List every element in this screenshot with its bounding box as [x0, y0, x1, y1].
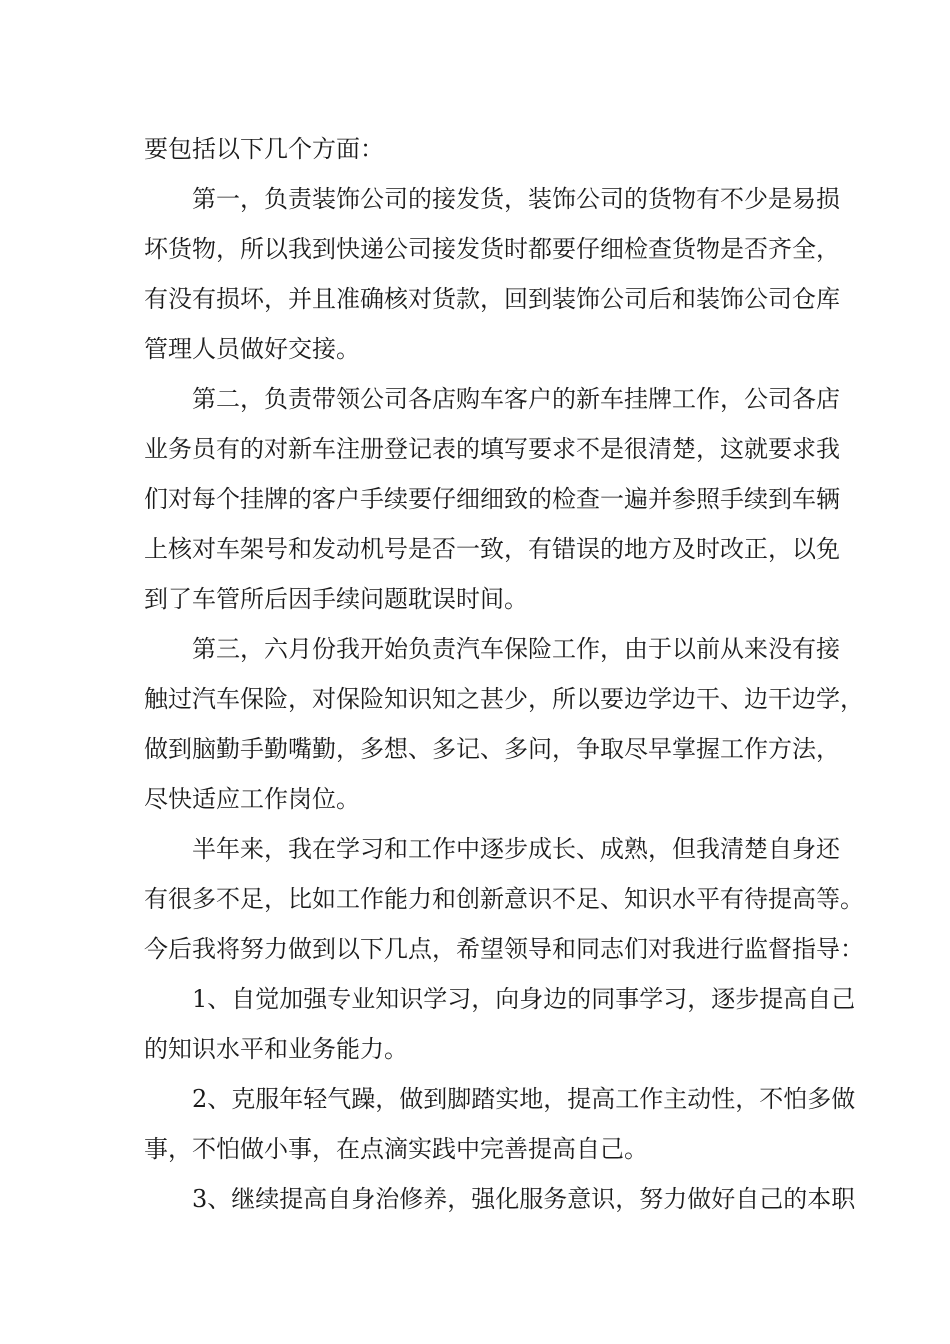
text-line-17: 今后我将努力做到以下几点，希望领导和同志们对我进行监督指导：	[144, 935, 864, 963]
text-line-19: 的知识水平和业务能力。	[144, 1035, 408, 1063]
text-line-16: 有很多不足，比如工作能力和创新意识不足、知识水平有待提高等。	[144, 885, 864, 913]
text-line-1: 要包括以下几个方面：	[144, 135, 384, 163]
text-line-20: 2、克服年轻气躁，做到脚踏实地，提高工作主动性，不怕多做	[192, 1085, 856, 1113]
text-line-6: 第二，负责带领公司各店购车客户的新车挂牌工作，公司各店	[192, 385, 840, 413]
text-line-7: 业务员有的对新车注册登记表的填写要求不是很清楚，这就要求我	[144, 435, 840, 463]
text-line-15: 半年来，我在学习和工作中逐步成长、成熟，但我清楚自身还	[192, 835, 840, 863]
text-line-4: 有没有损坏，并且准确核对货款，回到装饰公司后和装饰公司仓库	[144, 285, 840, 313]
text-line-18: 1、自觉加强专业知识学习，向身边的同事学习，逐步提高自己	[192, 985, 856, 1013]
text-line-2: 第一，负责装饰公司的接发货，装饰公司的货物有不少是易损	[192, 185, 840, 213]
text-line-14: 尽快适应工作岗位。	[144, 785, 360, 813]
text-line-21: 事，不怕做小事，在点滴实践中完善提高自己。	[144, 1135, 648, 1163]
text-line-11: 第三，六月份我开始负责汽车保险工作，由于以前从来没有接	[192, 635, 840, 663]
text-line-22: 3、继续提高自身治修养，强化服务意识，努力做好自己的本职	[192, 1185, 856, 1213]
text-line-5: 管理人员做好交接。	[144, 335, 360, 363]
text-line-8: 们对每个挂牌的客户手续要仔细细致的检查一遍并参照手续到车辆	[144, 485, 840, 513]
text-line-13: 做到脑勤手勤嘴勤，多想、多记、多问，争取尽早掌握工作方法，	[144, 735, 840, 763]
text-line-10: 到了车管所后因手续问题耽误时间。	[144, 585, 528, 613]
text-line-3: 坏货物，所以我到快递公司接发货时都要仔细检查货物是否齐全，	[144, 235, 840, 263]
text-line-12: 触过汽车保险，对保险知识知之甚少，所以要边学边干、边干边学，	[144, 685, 864, 713]
text-line-9: 上核对车架号和发动机号是否一致，有错误的地方及时改正，以免	[144, 535, 840, 563]
